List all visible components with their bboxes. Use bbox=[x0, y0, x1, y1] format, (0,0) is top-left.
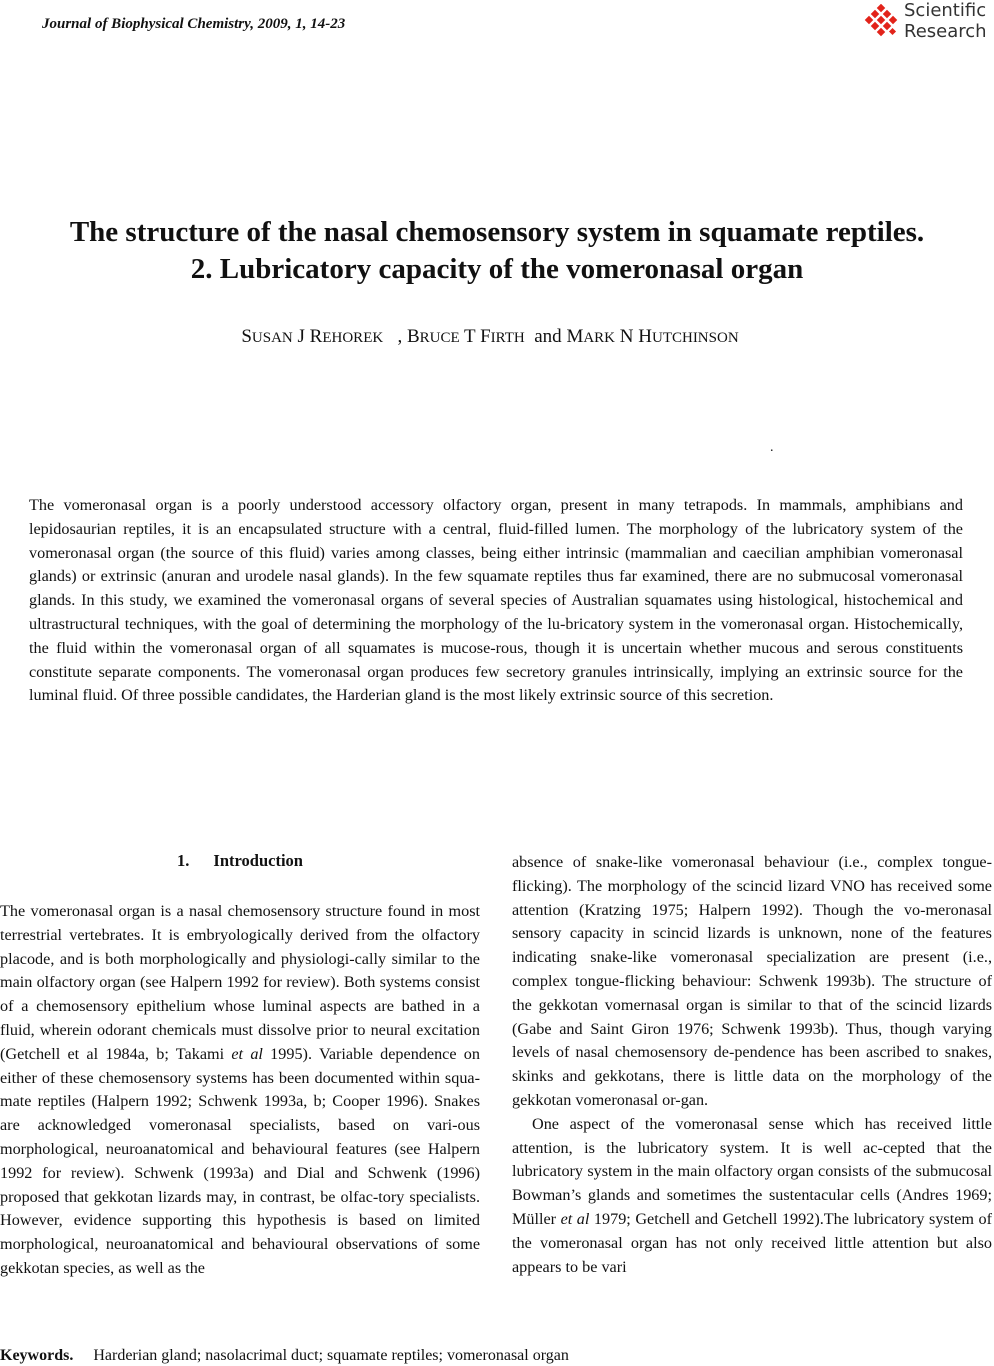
author-3: MARK N HUTCHINSON bbox=[566, 326, 739, 347]
diamond-cluster-icon bbox=[862, 4, 902, 42]
section-heading-introduction: 1. Introduction bbox=[177, 851, 303, 870]
intro-paragraph-1-cont: absence of snake-like vomeronasal behaviour (i.e., complex tongue-flicking). The morphology of the scincid lizard VNO has received some attention (Kratzing 1975; Halpern 1992). Though the vo-meronasal sensory capacity in scincid lizards is unknown, none of the features indicating snake-like vomeronasal specialization are present (i.e., complex tongue-flicking behaviour: Schwenk 1993b). The structure of the gekkotan vomernasal organ is similar to that of the scincid lizards (Gabe and Saint Giron 1976; Schwenk 1993b). Thus, though varying levels of nasal chemosensory de-pendence has been ascribed to snakes, skinks and gekkotans, there is little data on the morphology of the gekkotan vomeronasal or-gan. bbox=[512, 853, 992, 1109]
journal-citation: Journal of Biophysical Chemistry, 2009, 1, 14-23 bbox=[42, 16, 346, 32]
paper-title: The structure of the nasal chemosensory system in squamate reptiles. 2. Lubricatory capacity of the vomeronasal organ bbox=[69, 216, 925, 285]
intro-paragraph-1: The vomeronasal organ is a nasal chemosensory structure found in most terrestrial vertebrates. It is embryologically derived from the olfactory placode, and is both morphologically and physiologi-cally similar to the main olfactory organ (see Halpern 1992 for review). Both systems consist of a chemosensory epithelium whose luminal aspects are bathed in a fluid, wherein odorant chemicals must dissolve prior to neural excitation (Getchell et al 1984a, b; Takami et al 1995). Variable dependence on either of these chemosensory systems has been documented within squa-mate reptiles (Halpern 1992; Schwenk 1993a, b; Cooper 1996). Snakes are acknowledged vomeronasal specialists, based on vari-ous morphological, neuroanatomical and behavioural features (see Halpern 1992 for review). Schwenk (1993a) and Dial and Schwenk (1996) proposed that gekkotan lizards may, in contrast, be olfac-tory specialists. However, evidence supporting this hypothesis is based on limited morphological, neuroanatomical and behavioural observations of some gekkotan species, as well as the bbox=[0, 902, 480, 1277]
intro-paragraph-2: One aspect of the vomeronasal sense which has received little attention, is the lubricatory system. It is well ac-cepted that the lubricatory system in the main olfactory organ consists of the submucosal Bowman’s glands and sometimes the sustentacular cells (Andres 1969; Müller et al 1979; Getchell and Getchell 1992).The lubricatory system of the vomeronasal organ has not only received little attention but also appears to be vari bbox=[512, 1114, 992, 1276]
keywords: Keywords. Harderian gland; nasolacrimal duct; squamate reptiles; vomeronasal organ bbox=[0, 1347, 569, 1364]
publisher-name: Scientific Research bbox=[904, 0, 987, 42]
author-1: SUSAN J REHOREK bbox=[241, 326, 384, 347]
author-2: BRUCE T FIRTH bbox=[406, 326, 525, 347]
right-column bbox=[512, 851, 992, 1279]
stray-mark: . bbox=[770, 440, 774, 455]
abstract: The vomeronasal organ is a poorly understood accessory olfactory organ, present in many tetrapods. In mammals, amphibians and lepidosaurian reptiles, it is an encapsulated structure with a central, fluid-filled lumen. The morphology of the lubricatory system of the vomeronasal organ (the source of this fluid) varies among classes, being either intrinsic (mammalian and caecilian amphibian vomeronasal glands) or extrinsic (anuran and urodele nasal glands). In the few squamate reptiles thus far examined, there are no submucosal vomeronasal glands. In this study, we examined the vomeronasal organs of several species of Australian squamates using histological, histochemical and ultrastructural techniques, with the goal of determining the morphology of the lu-bricatory system in the vomeronasal organ. Histochemically, the fluid within the vomeronasal organ of all squamates is mucose-rous, though it is uncertain whether mucous and serous constituents constitute separate components. The vomeronasal organ produces few secretory granules intrinsically, implying an extrinsic source for the luminal fluid. Of three possible candidates, the Harderian gland is the most likely extrinsic source of this secretion. bbox=[29, 496, 963, 705]
publisher-logo bbox=[862, 0, 987, 44]
author-list: SUSAN J REHOREK , BRUCE T FIRTH and MARK N HUTCHINSON bbox=[241, 326, 739, 347]
left-column bbox=[0, 900, 480, 1281]
